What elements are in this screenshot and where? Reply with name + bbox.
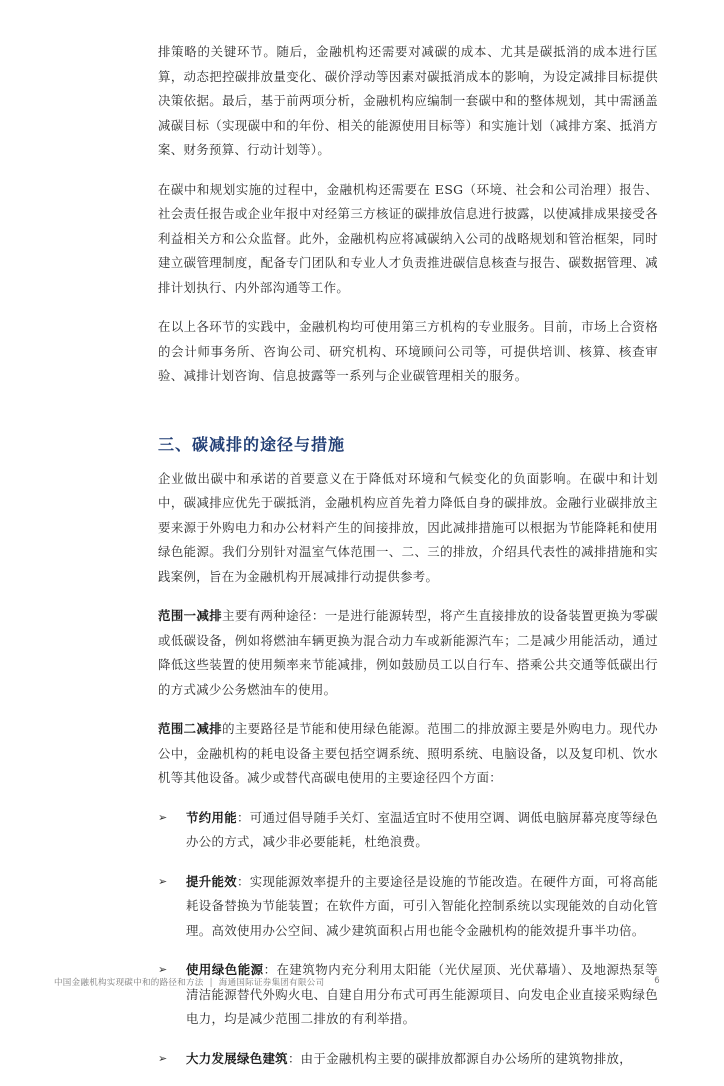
page-body (158, 40, 658, 1086)
bullet-body: ：由于金融机构主要的碳排放都源自办公场所的建筑物排放， (287, 1050, 632, 1066)
arrow-bullet-icon: ➢ (158, 1051, 168, 1065)
bullet-body: ：可通过倡导随手关灯、室温适宜时不使用空调、调低电脑屏幕亮度等绿色办公的方式，减少非必要能耗，杜绝浪费。 (186, 809, 658, 849)
bullet-item (158, 806, 658, 855)
bullet-item (158, 1047, 658, 1072)
page-footer (54, 976, 660, 988)
scope1-text: 主要有两种途径：一是进行能源转型，将产生直接排放的设备装置更换为零碳或低碳设备，例如将燃油车辆更换为混合动力车或新能源汽车；二是减少用能活动，通过降低这些装置的使用频率来节能减排，例如鼓励员工以自行车、搭乘公共交通等低碳出行的方式减少公务燃油车的使用。 (158, 608, 659, 697)
bullet-text (186, 1047, 658, 1072)
paragraph-1: 排策略的关键环节。随后，金融机构还需要对减碳的成本、尤其是碳抵消的成本进行匡算，动态把控碳排放量变化、碳价浮动等因素对碳抵消成本的影响，为设定减排目标提供决策依据。最后，基于前两项分析，金融机构应编制一套碳中和的整体规划，其中需涵盖减碳目标（实现碳中和的年份、相关的能源使用目标等）和实施计划（减排方案、抵消方案、财务预算、行动计划等）。 (158, 44, 658, 157)
arrow-bullet-icon: ➢ (158, 810, 168, 824)
paragraph-2: 在碳中和规划实施的过程中，金融机构还需要在 ESG（环境、社会和公司治理）报告、社会责任报告或企业年报中对经第三方核证的碳排放信息进行披露，以使减排成果接受各利益相关方和公众监督。此外，金融机构应将减碳纳入公司的战略规划和管治框架，同时建立碳管理制度，配备专门团队和专业人才负责推进碳信息核查与报告、碳数据管理、减排计划执行、内外部沟通等工作。 (158, 181, 658, 295)
footer-left (54, 976, 324, 988)
bullet-text (186, 870, 658, 944)
bullet-lead: 节约用能 (186, 809, 238, 825)
footer-publisher: 海通国际证券集团有限公司 (218, 978, 325, 988)
arrow-bullet-icon: ➢ (158, 874, 168, 888)
scope2-paragraph (158, 717, 658, 791)
paragraph-3: 在以上各环节的实践中，金融机构均可使用第三方机构的专业服务。目前，市场上合资格的会计师事务所、咨询公司、研究机构、环境顾问公司等，可提供培训、核算、核查审验、减排计划咨询、信息披露等一系列与企业碳管理相关的服务。 (158, 319, 658, 383)
bullet-text (186, 958, 658, 1032)
scope1-lead: 范围一减排 (158, 608, 223, 623)
bullet-text (186, 806, 658, 855)
footer-title: 中国金融机构实现碳中和的路径和方法 (54, 978, 204, 988)
bullet-lead: 使用绿色能源 (186, 962, 264, 977)
bullet-lead: 大力发展绿色建筑 (186, 1050, 288, 1066)
scope1-paragraph (158, 604, 658, 702)
bullet-item (158, 958, 658, 1032)
bullet-body: ：实现能源效率提升的主要途径是设施的节能改造。在硬件方面，可将高能耗设备替换为节能装置；在软件方面，可引入智能化控制系统以实现能效的自动化管理。高效使用办公空间、减少建筑面积占用也能令金融机构的能效提升事半功倍。 (186, 873, 658, 938)
page-number: 6 (654, 976, 660, 986)
arrow-bullet-icon: ➢ (158, 963, 168, 976)
section-heading: 三、碳减排的途径与措施 (158, 434, 346, 454)
scope2-text: 的主要路径是节能和使用绿色能源。范围二的排放源主要是外购电力。现代办公中，金融机构的耗电设备主要包括空调系统、照明系统、电脑设备，以及复印机、饮水机等其他设备。减少或替代高碳电使用的主要途径四个方面： (158, 721, 659, 785)
bullet-lead: 提升能效 (186, 873, 238, 889)
section-intro: 企业做出碳中和承诺的首要意义在于降低对环境和气候变化的负面影响。在碳中和计划中，碳减排应优先于碳抵消，金融机构应首先着力降低自身的碳排放。金融行业碳排放主要来源于外购电力和办公材料产生的间接排放，因此减排措施可以根据为节能降耗和使用绿色能源。我们分别针对温室气体范围一、二、三的排放，介绍具代表性的减排措施和实践案例，旨在为金融机构开展减排行动提供参考。 (158, 470, 658, 584)
scope2-lead: 范围二减排 (158, 721, 223, 736)
bullet-item (158, 870, 658, 944)
bullet-body: ：在建筑物内充分利用太阳能（光伏屋顶、光伏幕墙）、及地源热泵等清洁能源替代外购火电、自建自用分布式可再生能源项目、向发电企业直接采购绿色电力，均是减少范围二排放的有利举措。 (186, 962, 658, 1026)
footer-separator: | (209, 978, 213, 988)
